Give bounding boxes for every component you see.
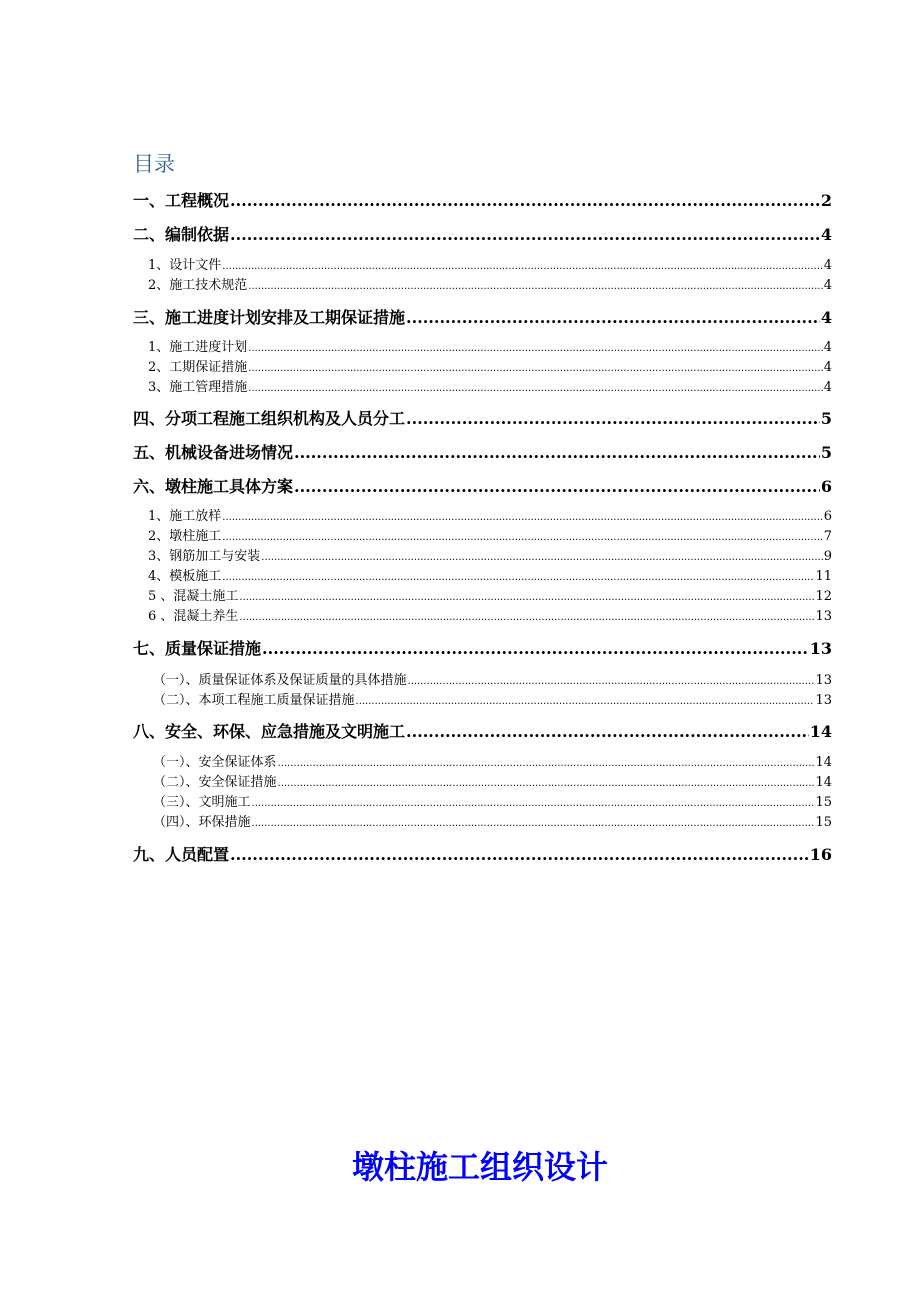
toc-entry[interactable] xyxy=(148,359,832,377)
toc-entry-label: （二）、本项工程施工质量保证措施 xyxy=(153,693,355,708)
toc-entry[interactable] xyxy=(148,257,832,275)
toc-entry-page: 9 xyxy=(823,549,832,564)
toc-entry-page: 6 xyxy=(820,477,832,496)
leader-dots xyxy=(222,529,822,547)
leader-dots xyxy=(261,549,822,567)
leader-dots xyxy=(406,721,809,743)
leader-dots xyxy=(230,224,820,246)
toc-entry-label: 4、模板施工 xyxy=(148,569,222,584)
toc-entry[interactable] xyxy=(133,844,832,866)
leader-dots xyxy=(222,569,814,587)
toc-entry-label: 九、人员配置 xyxy=(133,845,230,864)
toc-entry-label: 八、安全、环保、应急措施及文明施工 xyxy=(133,722,406,741)
toc-entry[interactable] xyxy=(148,528,832,546)
toc-entry[interactable] xyxy=(133,224,832,246)
toc-entry[interactable] xyxy=(153,814,832,832)
toc-entry-label: 2、施工技术规范 xyxy=(148,278,248,293)
leader-dots xyxy=(294,442,820,464)
toc-entry[interactable] xyxy=(148,568,832,586)
toc-entry-label: 一、工程概况 xyxy=(133,191,230,210)
toc-entry-page: 4 xyxy=(823,258,832,273)
leader-dots xyxy=(248,360,822,378)
toc-entry-label: 六、墩柱施工具体方案 xyxy=(133,477,294,496)
leader-dots xyxy=(230,190,820,212)
toc-entry-page: 14 xyxy=(815,775,832,790)
toc-entry-label: 5 、混凝土施工 xyxy=(148,589,239,604)
document-title: 墩柱施工组织设计 xyxy=(351,1148,608,1186)
toc-entry[interactable] xyxy=(148,379,832,397)
toc-entry-page: 14 xyxy=(809,722,832,741)
toc-entry-page: 14 xyxy=(815,755,832,770)
leader-dots xyxy=(239,609,814,627)
toc-entry-label: 二、编制依据 xyxy=(133,225,230,244)
toc-entry-page: 12 xyxy=(815,589,832,604)
toc-entry-label: 2、工期保证措施 xyxy=(148,360,248,375)
leader-dots xyxy=(252,815,815,833)
leader-dots xyxy=(356,693,815,711)
toc-entry[interactable] xyxy=(153,672,832,690)
toc-entry[interactable] xyxy=(153,754,832,772)
toc-entry-label: （三）、文明施工 xyxy=(153,795,251,810)
leader-dots xyxy=(262,638,809,660)
toc-entry-label: （一）、安全保证体系 xyxy=(153,755,277,770)
toc-entry-page: 13 xyxy=(809,639,832,658)
toc-entry-label: 三、施工进度计划安排及工期保证措施 xyxy=(133,308,406,327)
toc-entry-page: 5 xyxy=(820,409,832,428)
toc-entry-page: 13 xyxy=(815,609,832,624)
toc-entry[interactable] xyxy=(148,339,832,357)
toc-entry-page: 4 xyxy=(823,278,832,293)
leader-dots xyxy=(248,278,822,296)
toc-entry[interactable] xyxy=(133,190,832,212)
toc-entry[interactable] xyxy=(133,408,832,430)
toc-entry[interactable] xyxy=(153,692,832,710)
toc-entry-label: 2、墩柱施工 xyxy=(148,529,222,544)
toc-entry-label: （二）、安全保证措施 xyxy=(153,775,277,790)
toc-entry-page: 4 xyxy=(823,380,832,395)
leader-dots xyxy=(408,673,815,691)
toc-entry-page: 4 xyxy=(823,360,832,375)
toc-entry-label: 1、施工进度计划 xyxy=(148,340,248,355)
toc-entry-page: 4 xyxy=(823,340,832,355)
toc-entry-page: 13 xyxy=(815,693,832,708)
leader-dots xyxy=(406,408,820,430)
leader-dots xyxy=(248,380,822,398)
toc-entry-page: 6 xyxy=(823,509,832,524)
leader-dots xyxy=(278,775,815,793)
toc-entry[interactable] xyxy=(133,721,832,743)
toc-entry[interactable] xyxy=(148,608,832,626)
toc-entry-page: 13 xyxy=(815,673,832,688)
leader-dots xyxy=(406,307,820,329)
toc-entry-page: 2 xyxy=(820,191,832,210)
leader-dots xyxy=(278,755,815,773)
leader-dots xyxy=(222,509,822,527)
toc-entry-page: 16 xyxy=(809,845,832,864)
toc-entry-page: 5 xyxy=(820,443,832,462)
toc-entry-label: （四）、环保措施 xyxy=(153,815,251,830)
toc-entry[interactable] xyxy=(148,588,832,606)
leader-dots xyxy=(239,589,814,607)
toc-entry[interactable] xyxy=(148,508,832,526)
toc-entry-page: 15 xyxy=(815,795,832,810)
leader-dots xyxy=(294,476,820,498)
toc-entry[interactable] xyxy=(133,442,832,464)
toc-entry-page: 4 xyxy=(820,225,832,244)
toc-entry-label: 6 、混凝土养生 xyxy=(148,609,239,624)
toc-entry-page: 7 xyxy=(823,529,832,544)
toc-heading: 目录 xyxy=(133,152,175,176)
leader-dots xyxy=(222,258,822,276)
toc-entry[interactable] xyxy=(153,794,832,812)
toc-entry-label: 3、施工管理措施 xyxy=(148,380,248,395)
toc-entry[interactable] xyxy=(133,476,832,498)
toc-entry-label: （一）、质量保证体系及保证质量的具体措施 xyxy=(153,673,407,688)
toc-entry-page: 4 xyxy=(820,308,832,327)
toc-entry-page: 11 xyxy=(815,569,832,584)
toc-entry[interactable] xyxy=(148,277,832,295)
toc-entry-label: 1、设计文件 xyxy=(148,258,222,273)
toc-entry-label: 五、机械设备进场情况 xyxy=(133,443,294,462)
leader-dots xyxy=(252,795,815,813)
toc-entry[interactable] xyxy=(133,638,832,660)
toc-entry-label: 1、施工放样 xyxy=(148,509,222,524)
toc-entry-label: 七、质量保证措施 xyxy=(133,639,262,658)
toc-entry[interactable] xyxy=(133,307,832,329)
toc-entry[interactable] xyxy=(153,774,832,792)
leader-dots xyxy=(230,844,809,866)
toc-entry-page: 15 xyxy=(815,815,832,830)
toc-entry[interactable] xyxy=(148,548,832,566)
leader-dots xyxy=(248,340,822,358)
toc-entry-label: 3、钢筋加工与安装 xyxy=(148,549,261,564)
toc-entry-label: 四、分项工程施工组织机构及人员分工 xyxy=(133,409,406,428)
